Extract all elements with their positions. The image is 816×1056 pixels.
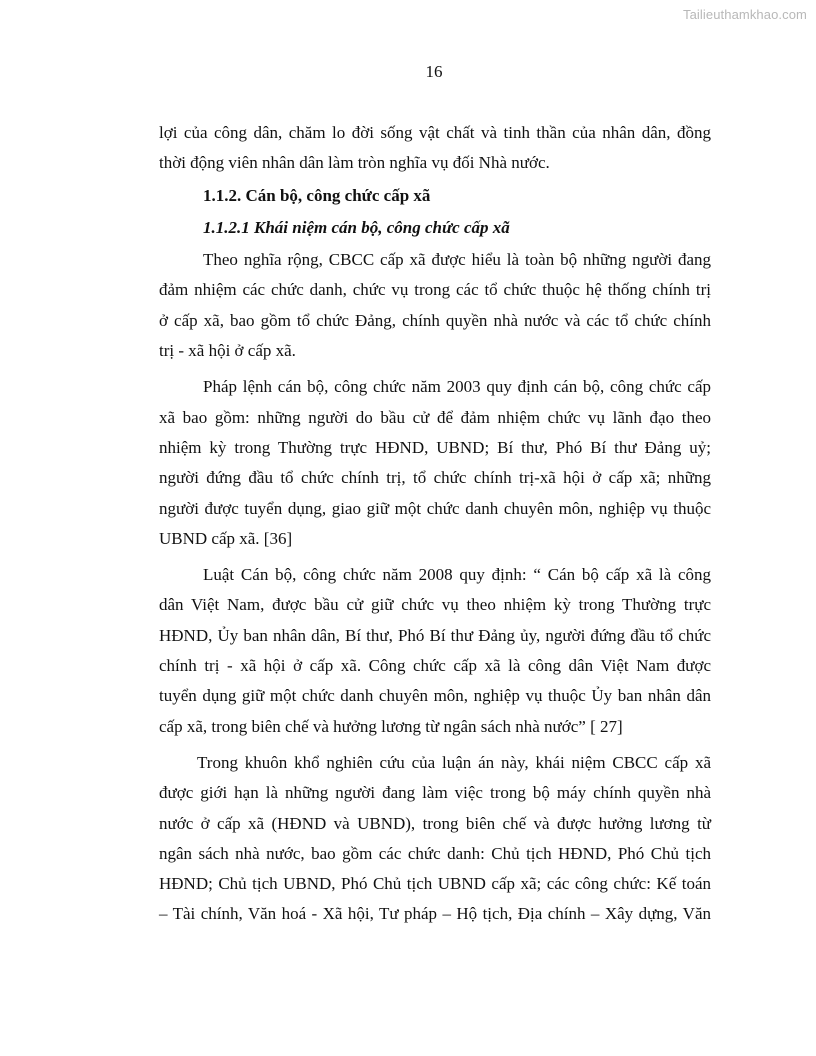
text-line: HĐND; Chủ tịch UBND, Phó Chủ tịch UBND cấp xã; các công chức: Kế toán [159, 874, 711, 894]
text-line: được giới hạn là những người đang làm việc trong bộ máy chính quyền nhà [159, 783, 711, 803]
paragraph-law-2008 [159, 560, 711, 742]
paragraph-broad-definition [159, 245, 711, 366]
text-line: Theo nghĩa rộng, CBCC cấp xã được hiểu là toàn bộ những người đang [203, 250, 711, 270]
text-line: UBND cấp xã. [36] [159, 528, 293, 548]
text-line: xã bao gồm: những người do bầu cử để đảm nhiệm chức vụ lãnh đạo theo [159, 407, 711, 427]
intro-paragraph [159, 118, 711, 179]
text-line: lợi của công dân, chăm lo đời sống vật chất và tinh thần của nhân dân, đồng [159, 123, 711, 142]
document-body [159, 118, 711, 930]
text-line: đảm nhiệm các chức danh, chức vụ trong các tổ chức thuộc hệ thống chính trị [159, 280, 711, 300]
text-line: người đứng đầu tổ chức chính trị, tổ chức chính trị-xã hội ở cấp xã; những [159, 468, 711, 488]
subsection-heading: 1.1.2.1 Khái niệm cán bộ, công chức cấp xã [203, 217, 510, 237]
text-line: nước ở cấp xã (HĐND và UBND), trong biên chế và được hưởng lương từ [159, 813, 711, 833]
text-line: cấp xã, trong biên chế và hưởng lương từ ngân sách nhà nước” [ 27] [159, 716, 623, 736]
text-line: trị - xã hội ở cấp xã. [159, 341, 296, 361]
text-line: thời động viên nhân dân làm tròn nghĩa vụ đối Nhà nước. [159, 153, 550, 173]
text-line: Luật Cán bộ, công chức năm 2008 quy định: “ Cán bộ cấp xã là công [203, 565, 711, 585]
text-line: chính trị - xã hội ở cấp xã. Công chức cấp xã là công dân Việt Nam được [159, 656, 711, 676]
text-line: ở cấp xã, bao gồm tổ chức Đảng, chính quyền nhà nước và các tổ chức chính [159, 310, 711, 330]
text-line: Trong khuôn khổ nghiên cứu của luận án này, khái niệm CBCC cấp xã [197, 752, 711, 772]
paragraph-thesis-scope [159, 748, 711, 930]
text-line: HĐND, Ủy ban nhân dân, Bí thư, Phó Bí thư Đảng ủy, người đứng đầu tổ chức [159, 625, 711, 645]
text-line: dân Việt Nam, được bầu cử giữ chức vụ theo nhiệm kỳ trong Thường trực [159, 595, 711, 615]
watermark-text: Tailieuthamkhao.com [682, 7, 807, 22]
section-heading: 1.1.2. Cán bộ, công chức cấp xã [203, 185, 431, 205]
paragraph-ordinance-2003 [159, 372, 711, 554]
page-number: 16 [425, 62, 443, 81]
text-line: Pháp lệnh cán bộ, công chức năm 2003 quy định cán bộ, công chức cấp [203, 377, 711, 397]
text-line: – Tài chính, Văn hoá - Xã hội, Tư pháp – Hộ tịch, Địa chính – Xây dựng, Văn [159, 904, 711, 924]
text-line: người được tuyển dụng, giao giữ một chức danh chuyên môn, nghiệp vụ thuộc [159, 498, 711, 518]
text-line: ngân sách nhà nước, bao gồm các chức danh: Chủ tịch HĐND, Phó Chủ tịch [159, 843, 711, 863]
text-line: tuyển dụng giữ một chức danh chuyên môn, nghiệp vụ thuộc Ủy ban nhân dân [159, 686, 711, 706]
text-line: nhiệm kỳ trong Thường trực HĐND, UBND; Bí thư, Phó Bí thư Đảng uỷ; [159, 437, 711, 457]
